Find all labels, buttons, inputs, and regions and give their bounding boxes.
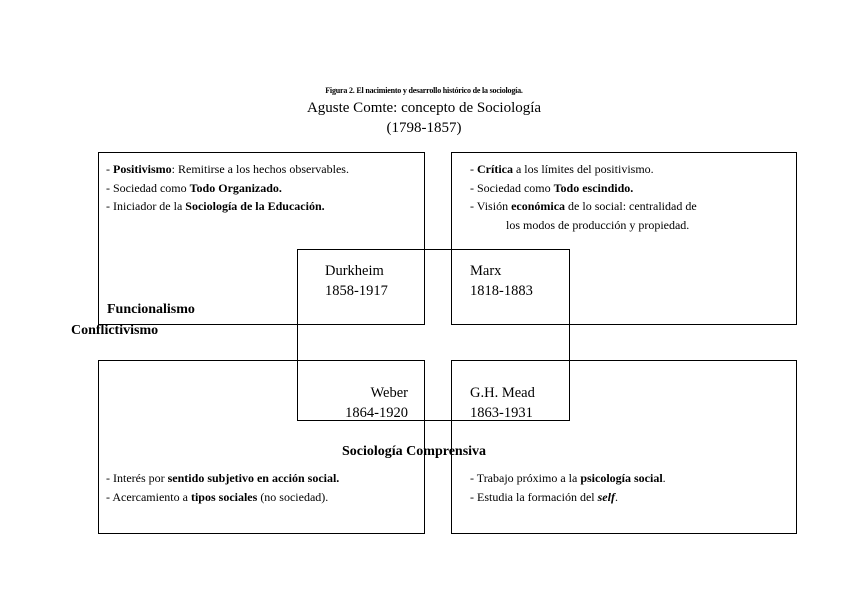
- quadrant-top-right-text: [470, 160, 697, 234]
- author-name: G.H. Mead: [470, 385, 535, 401]
- text-line: - Iniciador de la Sociología de la Educación.: [106, 199, 325, 213]
- author-years: 1863-1931: [470, 405, 533, 421]
- author-mead: [470, 383, 535, 423]
- quadrant-top-left-text: [106, 160, 349, 216]
- text-line: los modos de producción y propiedad.: [506, 217, 690, 232]
- comte-years: (1798-1857): [386, 120, 462, 136]
- figure-caption: Figura 2. El nacimiento y desarrollo histórico de la sociología.: [325, 86, 523, 95]
- text-line: - Estudia la formación del self.: [470, 489, 618, 504]
- text-line: - Sociedad como Todo escindido.: [470, 180, 634, 195]
- label-conflictivismo: Conflictivismo: [71, 323, 159, 338]
- author-name: Weber: [370, 385, 408, 401]
- author-name: Marx: [470, 263, 502, 279]
- author-years: 1864-1920: [345, 405, 408, 421]
- author-durkheim: [325, 261, 388, 301]
- label-funcionalismo: Funcionalismo: [107, 302, 195, 317]
- quadrant-bottom-left-text: [106, 469, 339, 506]
- author-years: 1818-1883: [470, 283, 533, 299]
- label-sociologia-comprensiva: Sociología Comprensiva: [342, 444, 487, 459]
- author-marx: [470, 261, 533, 301]
- text-line: - Acercamiento a tipos sociales (no sociedad).: [106, 489, 329, 504]
- text-line: - Interés por sentido subjetivo en acción social.: [106, 471, 340, 485]
- author-years: 1858-1917: [325, 283, 388, 299]
- author-name: Durkheim: [325, 263, 384, 279]
- text-line: - Visión económica de lo social: centralidad de: [470, 199, 697, 213]
- text-line: - Crítica a los límites del positivismo.: [470, 162, 654, 176]
- comte-title: Aguste Comte: concepto de Sociología: [306, 100, 542, 116]
- quadrant-bottom-right-text: [470, 469, 666, 506]
- author-weber: [320, 383, 408, 423]
- text-line: - Trabajo próximo a la psicología social.: [470, 471, 666, 485]
- text-line: - Positivismo: Remitirse a los hechos observables.: [106, 162, 349, 176]
- text-line: - Sociedad como Todo Organizado.: [106, 180, 282, 195]
